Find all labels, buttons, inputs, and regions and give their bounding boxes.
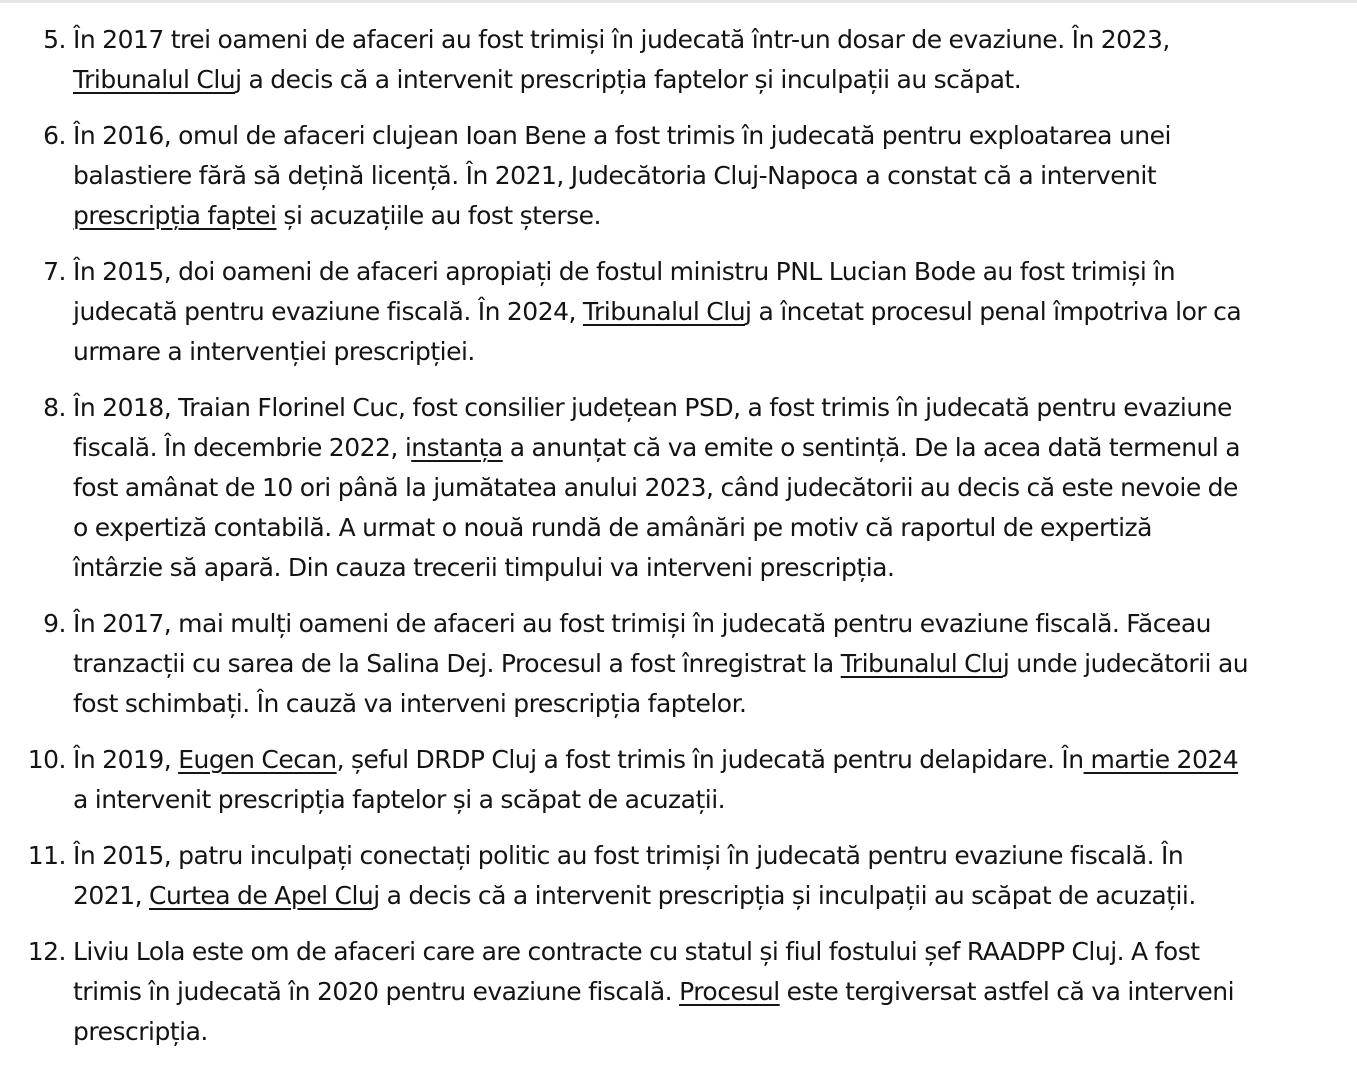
list-item (0, 116, 1357, 236)
text-segment: urmare a intervenției prescripției. (73, 337, 475, 366)
text-line (73, 932, 1357, 972)
article-link[interactable]: Eugen Cecan (178, 745, 337, 774)
text-line (73, 548, 1357, 588)
article-link[interactable]: martie 2024 (1083, 745, 1239, 774)
text-segment: fiscală. În decembrie 2022, i (73, 433, 412, 462)
text-line (73, 292, 1357, 332)
text-segment: întârzie să apară. Din cauza trecerii timpului va interveni prescripția. (73, 553, 895, 582)
text-segment: j a încetat procesul penal împotriva lor ca (745, 297, 1242, 326)
list-item (0, 932, 1357, 1052)
text-segment: este tergiversat astfel că va interveni (779, 977, 1235, 1006)
text-line (73, 252, 1357, 292)
text-segment: a anunțat că va emite o sentință. De la acea dată termenul a (502, 433, 1241, 462)
article-link[interactable]: Curtea de Apel Clu (149, 881, 374, 910)
list-item-number: 12. (27, 937, 66, 966)
list-item-text (73, 252, 1357, 372)
text-line (73, 156, 1357, 196)
text-segment: j a decis că a intervenit prescripția faptelor și inculpații au scăpat. (235, 65, 1022, 94)
text-line (73, 972, 1357, 1012)
text-segment: În 2015, doi oameni de afaceri apropiați de fostul ministru PNL Lucian Bode au fost trimiși în (73, 257, 1176, 286)
text-segment: În 2019, (73, 745, 179, 774)
text-line (73, 740, 1357, 780)
text-segment: În 2016, omul de afaceri clujean Ioan Bene a fost trimis în judecată pentru exploatarea unei (73, 121, 1171, 150)
list-item (0, 388, 1357, 588)
list-item-number: 7. (43, 257, 66, 286)
text-line (73, 60, 1357, 100)
list-item (0, 740, 1357, 820)
list-item-text (73, 20, 1357, 100)
list-item-text (73, 604, 1357, 724)
article-link[interactable]: nstanța (411, 433, 503, 462)
text-segment: fost schimbați. În cauză va interveni prescripția faptelor. (73, 689, 747, 718)
text-line (73, 388, 1357, 428)
list-item-text (73, 836, 1357, 916)
text-segment: prescripția. (73, 1017, 208, 1046)
list-item (0, 836, 1357, 916)
list-item (0, 604, 1357, 724)
list-item-number: 11. (27, 841, 66, 870)
text-segment: În 2017, mai mulți oameni de afaceri au fost trimiși în judecată pentru evaziune fiscală. Făceau (73, 609, 1211, 638)
article-link[interactable]: Procesul (679, 977, 780, 1006)
list-item-number: 10. (27, 745, 66, 774)
text-line (73, 836, 1357, 876)
text-segment: Liviu Lola este om de afaceri care are contracte cu statul și fiul fostului șef RAADPP Cluj. A fost (73, 937, 1200, 966)
text-line (73, 196, 1357, 236)
article-link[interactable]: Tribunalul Clu (73, 65, 236, 94)
article-link[interactable]: Tribunalul Clu (582, 297, 746, 326)
top-divider (0, 0, 1357, 3)
text-segment: În 2017 trei oameni de afaceri au fost trimiși în judecată într-un dosar de evaziune. În 2023, (73, 25, 1170, 54)
list-item (0, 252, 1357, 372)
text-line (73, 644, 1357, 684)
text-line (73, 1012, 1357, 1052)
list-item-number: 6. (43, 121, 66, 150)
text-segment: 2021, (73, 881, 150, 910)
text-line (73, 604, 1357, 644)
text-segment: balastiere fără să dețină licență. În 2021, Judecătoria Cluj-Napoca a constat că a intervenit (73, 161, 1157, 190)
text-segment: fost amânat de 10 ori până la jumătatea anului 2023, când judecătorii au decis că este nevoie de (73, 473, 1238, 502)
text-segment: judecată pentru evaziune fiscală. În 2024, (73, 297, 583, 326)
text-segment: , șeful DRDP Cluj a fost trimis în judecată pentru delapidare. În (336, 745, 1084, 774)
text-line (73, 468, 1357, 508)
text-line (73, 684, 1357, 724)
list-item (0, 20, 1357, 100)
text-line (73, 428, 1357, 468)
numbered-case-list (0, 20, 1357, 1068)
list-item-number: 5. (43, 25, 66, 54)
text-segment: În 2015, patru inculpați conectați politic au fost trimiși în judecată pentru evaziune fiscală. În (73, 841, 1184, 870)
text-line (73, 116, 1357, 156)
list-item-text (73, 932, 1357, 1052)
text-segment: a intervenit prescripția faptelor și a scăpat de acuzații. (73, 785, 726, 814)
text-segment: În 2018, Traian Florinel Cuc, fost consilier județean PSD, a fost trimis în judecată pentru evaziune (73, 393, 1232, 422)
list-item-number: 8. (43, 393, 66, 422)
text-segment: tranzacții cu sarea de la Salina Dej. Procesul a fost înregistrat la (73, 649, 841, 678)
text-segment: j unde judecătorii au (1002, 649, 1249, 678)
text-segment: j a decis că a intervenit prescripția și inculpații au scăpat de acuzații. (373, 881, 1196, 910)
article-link[interactable]: prescripția faptei (73, 201, 277, 230)
list-item-text (73, 388, 1357, 588)
text-line (73, 20, 1357, 60)
text-line (73, 876, 1357, 916)
text-line (73, 780, 1357, 820)
list-item-text (73, 116, 1357, 236)
text-segment: trimis în judecată în 2020 pentru evaziune fiscală. (73, 977, 680, 1006)
article-link[interactable]: Tribunalul Clu (840, 649, 1003, 678)
list-item-text (73, 740, 1357, 820)
text-segment: o expertiză contabilă. A urmat o nouă rundă de amânări pe motiv că raportul de expertiză (73, 513, 1152, 542)
text-line (73, 508, 1357, 548)
text-line (73, 332, 1357, 372)
text-segment: și acuzațiile au fost șterse. (276, 201, 601, 230)
list-item-number: 9. (43, 609, 66, 638)
